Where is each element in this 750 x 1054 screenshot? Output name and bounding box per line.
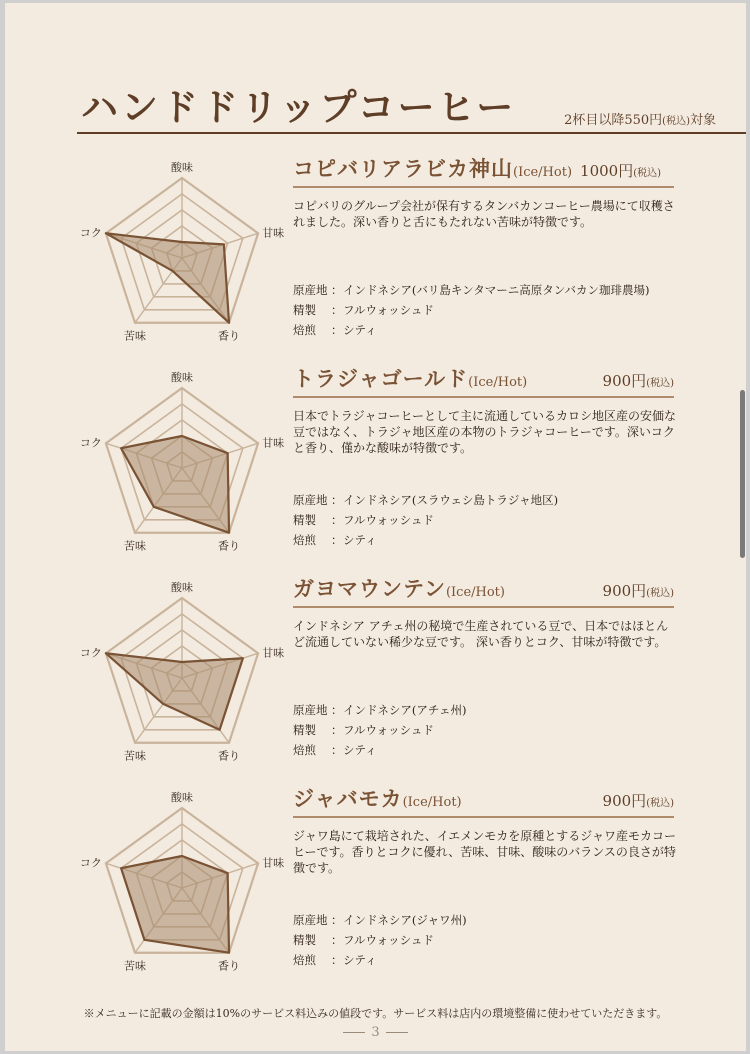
radar-label-acidity: 酸味 <box>171 791 193 804</box>
service-charge-note: ※メニューに記載の金額は10%のサービス料込みの値段です。サービス料は店内の環境整備に使わせていただきます。 <box>83 1007 668 1020</box>
spec-separator: ： <box>331 283 343 297</box>
spec-roast-value: シティ <box>343 323 377 337</box>
spec-separator: ： <box>331 933 343 947</box>
item-price-value: 1000円 <box>580 162 634 180</box>
radar-label-acidity: 酸味 <box>171 581 193 594</box>
spec-roast-value: シティ <box>343 953 377 967</box>
item-serving-type: (Ice/Hot) <box>402 795 462 810</box>
flavor-radar-chart <box>75 581 290 766</box>
spec-origin-label: 原産地 <box>293 913 328 927</box>
menu-item <box>5 783 746 988</box>
spec-separator: ： <box>331 913 343 927</box>
spec-origin <box>293 280 693 300</box>
radar-label-sweetness: 甘味 <box>262 646 285 660</box>
spec-origin-label: 原産地 <box>293 703 328 717</box>
radar-label-bitterness: 苦味 <box>123 329 146 343</box>
radar-label-aroma: 香り <box>218 329 241 343</box>
page-number <box>5 1025 746 1040</box>
item-description: コピバリのグループ会社が保有するタンバカンコーヒー農場にて収穫されました。深い香りと舌にもたれない苦味が特徴です。 <box>293 199 675 229</box>
radar-label-acidity: 酸味 <box>171 371 193 384</box>
spec-origin <box>293 910 693 930</box>
item-tax-label: (税込) <box>646 378 674 389</box>
item-name <box>293 783 462 813</box>
item-divider <box>293 816 674 818</box>
spec-roast-value: シティ <box>343 743 377 757</box>
spec-origin-value: インドネシア(アチェ州) <box>343 703 467 717</box>
radar-label-body: コク <box>79 646 102 660</box>
page-number-dash <box>386 1032 408 1033</box>
radar-label-sweetness: 甘味 <box>262 436 285 450</box>
item-description: インドネシア アチェ州の秘境で生産されている豆で、日本ではほとんど流通していない稀少な豆です。 深い香りとコク、甘味が特徴です。 <box>293 619 669 649</box>
spec-process-label: 精製 <box>293 723 316 737</box>
spec-separator: ： <box>331 723 343 737</box>
spec-separator: ： <box>331 533 343 547</box>
item-divider <box>293 396 674 398</box>
radar-label-aroma: 香り <box>218 749 241 763</box>
refill-target: 対象 <box>689 113 716 128</box>
spec-origin-value: インドネシア(スラウェシ島トラジャ地区) <box>343 493 559 507</box>
spec-separator: ： <box>331 703 343 717</box>
radar-label-aroma: 香り <box>218 959 241 973</box>
spec-process-value: フルウォッシュド <box>343 933 434 947</box>
scrollbar-thumb[interactable] <box>740 390 745 558</box>
spec-roast-value: シティ <box>343 533 377 547</box>
spec-process-value: フルウォッシュド <box>343 303 434 317</box>
spec-roast-label: 焙煎 <box>293 323 316 337</box>
item-divider <box>293 606 674 608</box>
item-price-value: 900円 <box>602 792 647 810</box>
item-name <box>293 573 505 603</box>
spec-roast <box>293 740 693 760</box>
page-title: ハンドドリップコーヒー <box>81 85 517 129</box>
spec-process <box>293 720 693 740</box>
item-name <box>293 153 661 183</box>
radar-label-body: コク <box>79 226 102 240</box>
title-divider <box>77 132 746 134</box>
item-name-text: ジャバモカ <box>293 786 403 811</box>
spec-process <box>293 300 693 320</box>
radar-label-aroma: 香り <box>218 539 241 553</box>
flavor-radar-chart <box>75 791 290 976</box>
radar-label-sweetness: 甘味 <box>262 856 285 870</box>
menu-page <box>5 3 746 1051</box>
spec-separator: ： <box>331 953 343 967</box>
item-description: 日本でトラジャコーヒーとして主に流通しているカロシ地区産の安価な豆ではなく、トラジャ地区産の本物のトラジャコーヒーです。深いコクと香り、僅かな酸味が特徴です。 <box>293 409 677 455</box>
spec-roast-label: 焙煎 <box>293 533 316 547</box>
spec-origin-label: 原産地 <box>293 283 328 297</box>
spec-process-value: フルウォッシュド <box>343 513 434 527</box>
page-number-value: 3 <box>371 1025 380 1040</box>
radar-label-body: コク <box>79 436 102 450</box>
spec-separator: ： <box>331 323 343 337</box>
item-name-text: コピバリアラビカ神山 <box>293 156 513 181</box>
item-name <box>293 363 527 393</box>
menu-item <box>5 153 746 358</box>
radar-data-area <box>121 436 229 533</box>
spec-process-label: 精製 <box>293 513 316 527</box>
spec-process-label: 精製 <box>293 933 316 947</box>
refill-price-note <box>564 109 716 128</box>
flavor-radar-chart <box>75 161 290 346</box>
refill-tax-label: (税込) <box>662 116 690 127</box>
spec-roast-label: 焙煎 <box>293 743 316 757</box>
spec-origin-value: インドネシア(バリ島キンタマーニ高原タンバカン珈琲農場) <box>343 283 650 297</box>
item-price-value: 900円 <box>602 372 647 390</box>
item-description: ジャワ島にて栽培された、イエメンモカを原種とするジャワ産モカコーヒーです。香りとコクに優れ、苦味、甘味、酸味のバランスの良さが特徴です。 <box>293 829 677 875</box>
spec-process <box>293 930 693 950</box>
menu-item <box>5 363 746 568</box>
item-price-value: 900円 <box>602 582 647 600</box>
item-price <box>525 370 674 391</box>
item-price <box>525 580 674 601</box>
flavor-radar-chart <box>75 371 290 556</box>
spec-roast <box>293 530 693 550</box>
item-specs <box>293 490 693 550</box>
spec-separator: ： <box>331 303 343 317</box>
item-specs <box>293 700 693 760</box>
item-serving-type: (Ice/Hot) <box>468 375 528 390</box>
spec-origin-label: 原産地 <box>293 493 328 507</box>
item-name-text: トラジャゴールド <box>293 366 469 391</box>
item-specs <box>293 910 693 970</box>
refill-price: 2杯目以降550円 <box>564 113 663 128</box>
radar-data-area <box>121 856 229 953</box>
item-name-text: ガヨマウンテン <box>293 576 446 601</box>
page-header <box>77 75 746 137</box>
item-tax-label: (税込) <box>633 168 662 179</box>
radar-label-bitterness: 苦味 <box>123 959 146 973</box>
item-specs <box>293 280 693 340</box>
item-tax-label: (税込) <box>646 798 674 809</box>
spec-roast <box>293 320 693 340</box>
radar-label-bitterness: 苦味 <box>123 749 146 763</box>
item-serving-type: (Ice/Hot) <box>513 165 573 180</box>
spec-separator: ： <box>331 493 343 507</box>
item-serving-type: (Ice/Hot) <box>445 585 505 600</box>
spec-process-value: フルウォッシュド <box>343 723 434 737</box>
menu-item <box>5 573 746 778</box>
page-number-dash <box>343 1032 365 1033</box>
radar-label-acidity: 酸味 <box>171 161 193 174</box>
spec-separator: ： <box>331 743 343 757</box>
spec-roast <box>293 950 693 970</box>
radar-label-sweetness: 甘味 <box>262 226 285 240</box>
spec-roast-label: 焙煎 <box>293 953 316 967</box>
spec-process <box>293 510 693 530</box>
radar-label-body: コク <box>79 856 102 870</box>
item-tax-label: (税込) <box>646 588 674 599</box>
item-divider <box>293 186 674 188</box>
item-price <box>580 162 661 180</box>
spec-process-label: 精製 <box>293 303 316 317</box>
spec-separator: ： <box>331 513 343 527</box>
item-price <box>525 790 674 811</box>
spec-origin-value: インドネシア(ジャワ州) <box>343 913 467 927</box>
spec-origin <box>293 700 693 720</box>
spec-origin <box>293 490 693 510</box>
radar-label-bitterness: 苦味 <box>123 539 146 553</box>
